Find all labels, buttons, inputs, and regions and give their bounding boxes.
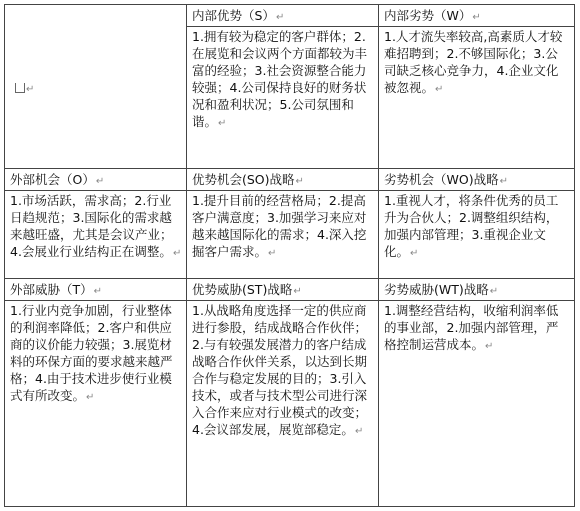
- st-cell: [187, 301, 379, 507]
- so-header-cell: [187, 169, 379, 191]
- paragraph-mark: ↵: [86, 392, 95, 403]
- swot-document: [4, 4, 574, 504]
- so-cell: [187, 191, 379, 279]
- wo-header-cell: [379, 169, 575, 191]
- paragraph-mark: ↵: [172, 248, 182, 259]
- paragraph-mark: ↵: [472, 12, 481, 23]
- strengths-text: 1.拥有较为稳定的客户群体；2.在展览和会议两个方面都较为丰富的经验；3.社会资源整合能力较强；4.公司保持良好的财务状况和盈利状况；5.公司氛围和谐。: [192, 29, 368, 129]
- threats-header: 外部威胁（T）: [10, 282, 93, 297]
- strengths-cell: [187, 27, 379, 169]
- weaknesses-text: 1.人才流失率较高,高素质人才较难招聘到；2.不够国际化；3.公司缺乏核心竞争力，4.企业文化被忽视。: [384, 29, 563, 95]
- so-text: 1.提升目前的经营格局；2.提高客户满意度；3.加强学习来应对越来越国际化的需求；4.深入挖掘客户需求。: [192, 193, 367, 259]
- corner-cell: [5, 5, 187, 169]
- wo-header: 劣势机会（WO)战略: [384, 172, 499, 187]
- wt-text: 1.调整经营结构，收缩利润率低的事业部，2.加强内部管理，严格控制运营成本。: [384, 303, 559, 352]
- weaknesses-header-cell: [379, 5, 575, 27]
- st-text: 1.从战略角度选择一定的供应商进行参股，结成战略合作伙伴；2.与有较强发展潜力的客户结成战略合作伙伴关系，以达到长期合作与稳定发展的目的；3.引入技术，或者与技术型公司进行深入合作来应对行业模式的改变；4.会议部发展，展览部稳定。: [192, 303, 368, 437]
- strengths-header: 内部优势（S）: [192, 8, 275, 23]
- st-header-cell: [187, 279, 379, 301]
- wo-cell: [379, 191, 575, 279]
- opportunities-text: 1.市场活跃，需求高；2.行业日趋规范；3.国际化的需求越来越旺盛，尤其是会议产业；4.会展业行业结构正在调整。: [10, 193, 173, 259]
- wo-text: 1.重视人才，将条件优秀的员工升为合伙人；2.调整组织结构，加强内部管理；3.重视企业文化。: [384, 193, 559, 259]
- paragraph-mark: ↵: [485, 341, 494, 352]
- paragraph-mark: ↵: [354, 426, 364, 437]
- paragraph-mark: ↵: [499, 176, 508, 187]
- paragraph-mark: ↵: [95, 176, 105, 187]
- strengths-header-cell: [187, 5, 379, 27]
- corner-cell-glyph: [15, 83, 25, 93]
- swot-table: [4, 4, 575, 507]
- weaknesses-header: 内部劣势（W）: [384, 8, 472, 23]
- weaknesses-cell: [379, 27, 575, 169]
- paragraph-mark: ↵: [293, 286, 302, 297]
- paragraph-mark: ↵: [275, 12, 285, 23]
- so-header: 优势机会(SO)战略: [192, 172, 295, 187]
- wt-header: 劣势威胁(WT)战略: [384, 282, 489, 297]
- paragraph-mark: ↵: [435, 84, 444, 95]
- threats-header-cell: [5, 279, 187, 301]
- paragraph-mark: ↵: [26, 84, 35, 95]
- paragraph-mark: ↵: [93, 286, 103, 297]
- paragraph-mark: ↵: [489, 286, 499, 297]
- opportunities-cell: [5, 191, 187, 279]
- threats-cell: [5, 301, 187, 507]
- wt-cell: [379, 301, 575, 507]
- paragraph-mark: ↵: [218, 118, 227, 129]
- paragraph-mark: ↵: [410, 248, 419, 259]
- threats-text: 1.行业内竞争加剧，行业整体的利润率降低；2.客户和供应商的议价能力较强；3.展览材料的环保方面的要求越来越严格；4.由于技术进步使行业模式有所改变。: [10, 303, 173, 403]
- paragraph-mark: ↵: [268, 248, 277, 259]
- paragraph-mark: ↵: [295, 176, 304, 187]
- wt-header-cell: [379, 279, 575, 301]
- opportunities-header: 外部机会（O）: [10, 172, 95, 187]
- opportunities-header-cell: [5, 169, 187, 191]
- st-header: 优势威胁(ST)战略: [192, 282, 293, 297]
